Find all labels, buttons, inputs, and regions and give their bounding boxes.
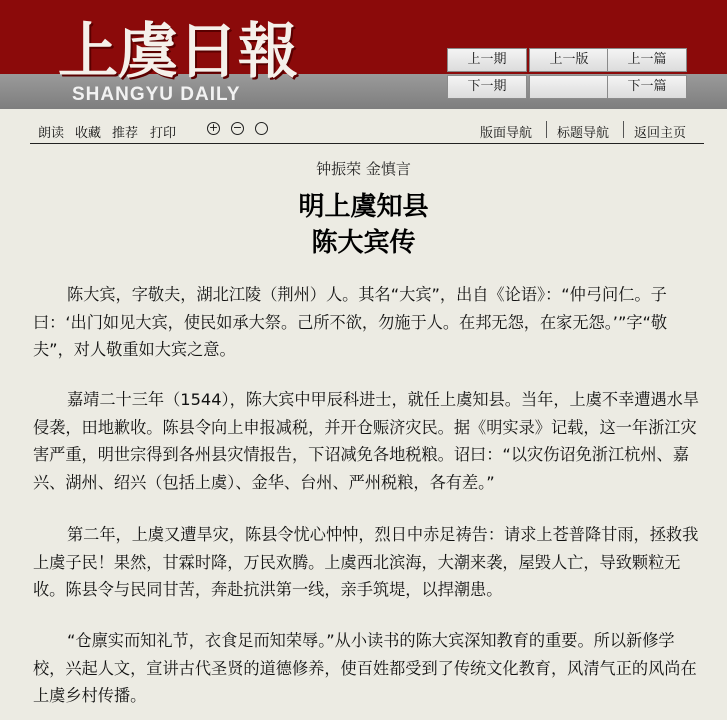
toolbar xyxy=(30,116,704,144)
prev-issue-button[interactable]: 上一期 xyxy=(447,48,527,72)
page-nav-link[interactable]: 版面导航 xyxy=(480,126,533,141)
prev-article-button[interactable]: 上一篇 xyxy=(607,48,687,72)
article-title-line2: 陈大宾传 xyxy=(311,228,416,258)
divider xyxy=(546,121,547,138)
next-issue-button[interactable]: 下一期 xyxy=(447,75,527,99)
article-paragraph: 嘉靖二十三年（1544），陈大宾中甲辰科进士，就任上虞知县。当年，上虞不幸遭遇水旱侵袭，田地歉收。陈县令向上申报减税，并开仓赈济灾民。据《明实录》记载，这一年浙江灾害严重，明世宗得到各州县灾情报告，下诏减免各地税粮。诏曰：“以灾伤诏免浙江杭州、嘉兴、湖州、绍兴（包括上虞）、金华、台州、严州税粮，各有差。” xyxy=(33,390,700,492)
article-paragraph: 第二年，上虞又遭旱灾，陈县令忧心忡忡，烈日中赤足祷告：请求上苍普降甘雨，拯救我上虞子民！果然，甘霖时降，万民欢腾。上虞西北滨海，大潮来袭，屋毁人亡，导致颗粒无收。陈县令与民同甘苦，奔赴抗洪第一线，亲手筑堤，以捍潮患。 xyxy=(33,525,699,599)
next-article-button[interactable]: 下一篇 xyxy=(607,75,687,99)
article-title-line1: 明上虞知县 xyxy=(298,192,429,222)
article-paragraph: “仓廪实而知礼节，衣食足而知荣辱。”从小读书的陈大宾深知教育的重要。所以新修学校，兴起人文，宣讲古代圣贤的道德修养，使百姓都受到了传统文化教育，风清气正的风尚在上虞乡村传播。 xyxy=(33,631,697,705)
zoom-out-icon[interactable]: − xyxy=(232,121,243,134)
divider xyxy=(623,121,624,138)
zoom-reset-icon[interactable] xyxy=(255,122,268,135)
title-nav-link[interactable]: 标题导航 xyxy=(557,126,610,141)
prev-page-button[interactable]: 上一版 xyxy=(529,48,609,72)
article-paragraph: 陈大宾，字敬夫，湖北江陵（荆州）人。其名“大宾”，出自《论语》：“仲弓问仁。子曰：‘出门如见大宾，使民如承大祭。己所不欲，勿施于人。在邦无怨，在家无怨。’”字“敬夫”，对人敬重如大宾之意。 xyxy=(33,285,668,359)
home-link[interactable]: 返回主页 xyxy=(634,126,687,141)
zoom-in-icon[interactable]: + xyxy=(208,121,219,134)
read-aloud-link[interactable]: 朗读 xyxy=(38,126,65,141)
favorite-link[interactable]: 收藏 xyxy=(75,126,102,141)
recommend-link[interactable]: 推荐 xyxy=(112,126,139,141)
masthead xyxy=(0,0,727,109)
logo-chinese: 上虞日報 xyxy=(58,17,298,87)
next-page-button-empty xyxy=(529,75,609,99)
logo-english: SHANGYU DAILY xyxy=(72,84,241,105)
print-link[interactable]: 打印 xyxy=(150,126,177,141)
issue-navigation xyxy=(445,48,689,100)
article-author: 钟振荣 金慎言 xyxy=(316,160,411,178)
